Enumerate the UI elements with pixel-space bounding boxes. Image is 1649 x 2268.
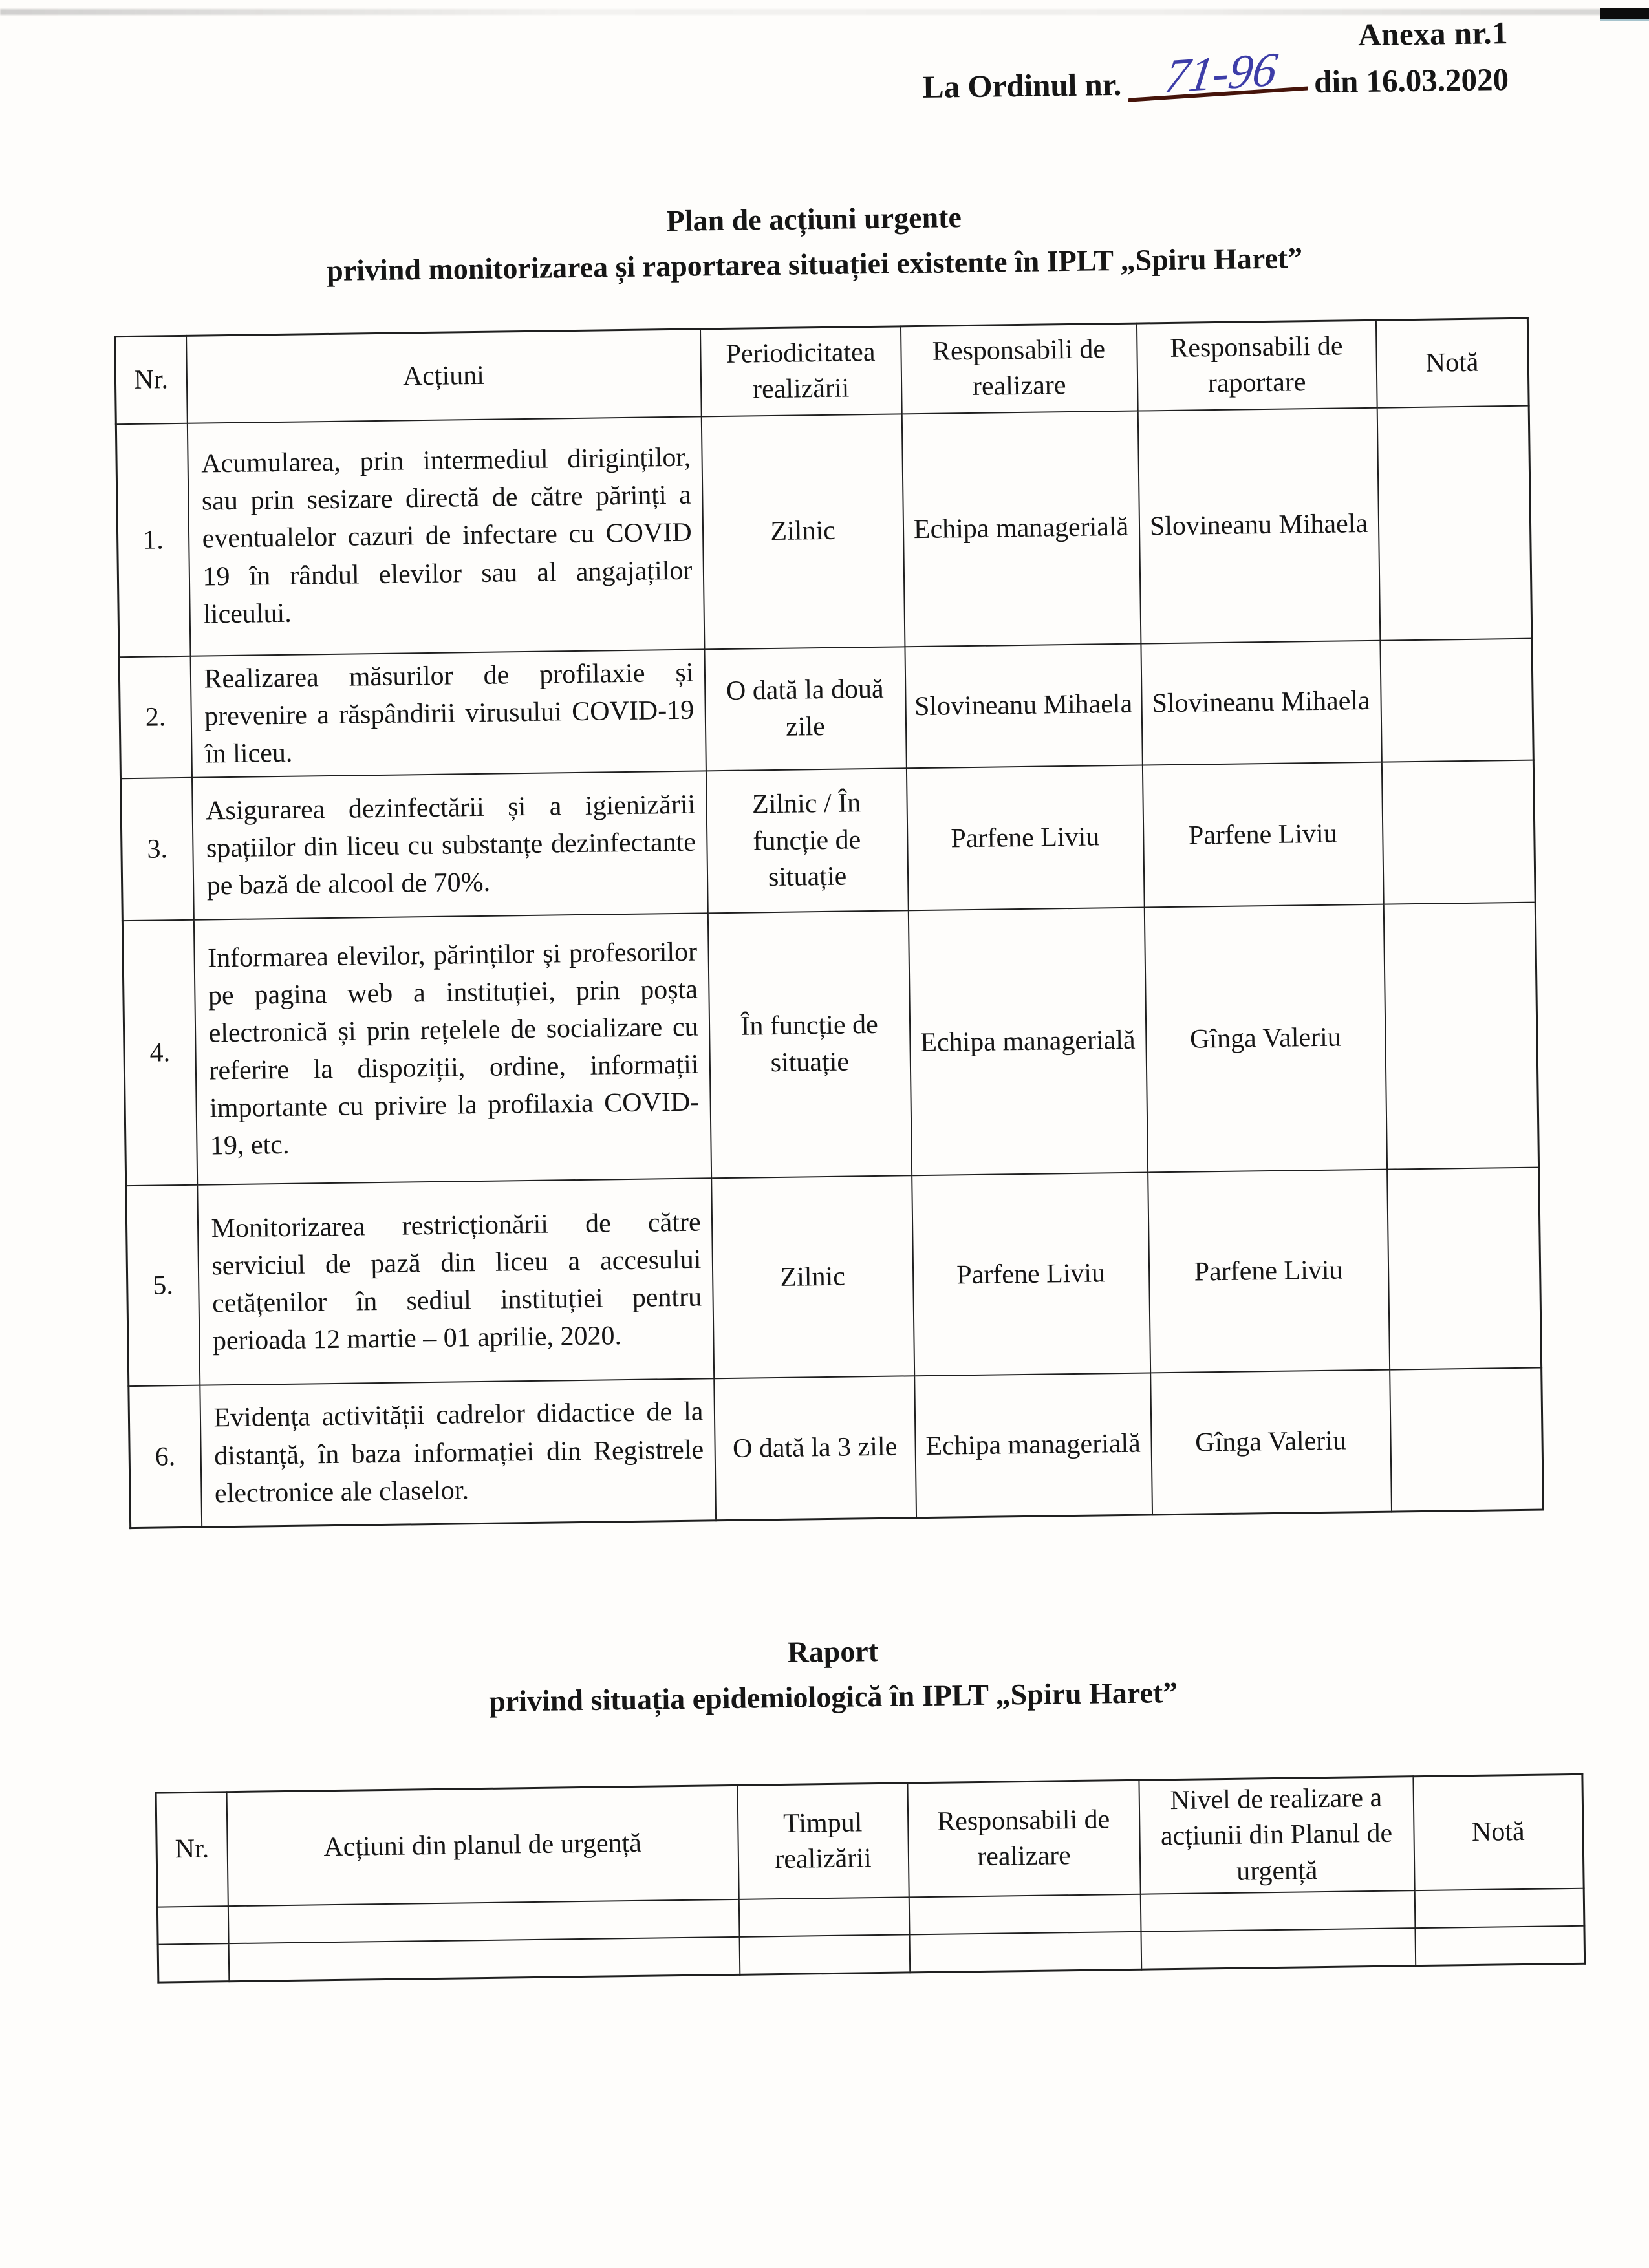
responsible-execution: Parfene Liviu: [906, 765, 1144, 911]
table-row: [129, 1368, 1544, 1529]
empty-cell: [1141, 1928, 1416, 1969]
plan-header-nota: Notă: [1375, 318, 1529, 407]
nota-cell: [1387, 1168, 1542, 1370]
row-number: 1.: [116, 423, 190, 656]
order-reference-line: [922, 43, 1509, 105]
plan-title-line2: privind monitorizarea și raportarea situației existente în IPLT „Spiru Haret”: [326, 241, 1303, 287]
responsible-execution: Slovineanu Mihaela: [905, 643, 1142, 768]
raport-header-nivel: Nivel de realizare a acțiunii din Planul de urgență: [1139, 1777, 1414, 1894]
order-suffix: din 16.03.2020: [1313, 61, 1509, 100]
raport-header-timpul: Timpul realizării: [737, 1783, 909, 1899]
plan-header-periodicitate: Periodicitatea realizării: [700, 326, 901, 416]
responsible-execution: Echipa managerială: [914, 1373, 1152, 1518]
raport-header-nr: Nr.: [156, 1792, 228, 1907]
table-row: [116, 405, 1532, 657]
nota-cell: [1383, 903, 1538, 1170]
empty-cell: [1140, 1890, 1415, 1932]
row-number: 4.: [122, 920, 197, 1186]
responsible-reporting: Gînga Valeriu: [1144, 904, 1386, 1173]
plan-header-resp-realizare: Responsabili de realizare: [900, 323, 1137, 414]
raport-title-line2: privind situația epidemiologică în IPLT „Spiru Haret”: [488, 1675, 1178, 1718]
plan-title-line1: Plan de acțiuni urgente: [666, 200, 962, 238]
row-number: 6.: [129, 1385, 202, 1528]
raport-table: [155, 1773, 1586, 1984]
plan-header-nr: Nr.: [115, 336, 188, 423]
action-text: Acumularea, prin intermediul diriginților, sau prin sesizare directă de către părinți a eventualelor cazuri de infectare cu COVID 19 în rândul elevilor sau al angajaților liceului.: [187, 416, 704, 656]
row-number: 5.: [126, 1185, 200, 1386]
nota-cell: [1380, 638, 1533, 762]
handwritten-order-number: 71-96: [1128, 50, 1314, 102]
responsible-reporting: Slovineanu Mihaela: [1141, 640, 1381, 765]
action-text: Asigurarea dezinfectării și a igienizării spațiilor din liceu cu substanțe dezinfectante pe bază de alcool de 70%.: [191, 771, 707, 919]
responsible-execution: Echipa managerială: [901, 411, 1141, 647]
empty-cell: [158, 1944, 229, 1982]
row-number: 2.: [119, 656, 191, 778]
periodicity: Zilnic: [711, 1175, 914, 1378]
empty-cell: [228, 1899, 739, 1943]
empty-cell: [1415, 1926, 1585, 1965]
raport-header-actiuni: Acțiuni din planul de urgență: [226, 1785, 738, 1906]
nota-cell: [1377, 405, 1532, 640]
empty-cell: [738, 1898, 909, 1937]
responsible-execution: Parfene Liviu: [912, 1172, 1150, 1376]
raport-title-line1: Raport: [787, 1634, 879, 1669]
responsible-execution: Echipa managerială: [908, 907, 1147, 1175]
table-row: [119, 638, 1533, 778]
periodicity: O dată la 3 zile: [714, 1376, 916, 1521]
raport-header-resp-realizare: Responsabili de realizare: [907, 1780, 1140, 1897]
plan-table: [114, 317, 1544, 1530]
empty-cell: [157, 1907, 228, 1945]
empty-cell: [1414, 1888, 1584, 1928]
periodicity: O dată la două zile: [704, 647, 906, 771]
raport-header-nota: Notă: [1413, 1774, 1584, 1890]
order-prefix: La Ordinul nr.: [922, 66, 1122, 105]
nota-cell: [1381, 760, 1535, 904]
action-text: Informarea elevilor, părinților și profesorilor pe pagina web a instituției, prin poșta electronică și prin rețelele de socializare cu referire la dispoziții, ordine, informații importante cu privire la profilaxia COVID-19, etc.: [193, 913, 711, 1184]
row-number: 3.: [121, 778, 194, 921]
table-row: [122, 903, 1538, 1186]
action-text: Evidența activității cadrelor didactice de la distanță, în baza informației din Registrele electronice ale claselor.: [200, 1378, 716, 1527]
plan-header-resp-raportare: Responsabili de raportare: [1136, 320, 1377, 411]
empty-cell: [909, 1932, 1141, 1973]
plan-header-actiuni: Acțiuni: [186, 329, 702, 423]
annex-label: Anexa nr.1: [1357, 15, 1509, 53]
periodicity: În funcție de situație: [707, 910, 911, 1178]
table-row: [126, 1168, 1542, 1387]
periodicity: Zilnic: [701, 414, 905, 649]
empty-cell: [909, 1894, 1141, 1935]
empty-cell: [739, 1935, 910, 1974]
action-text: Monitorizarea restricționării de către serviciul de pază din liceu a accesului cetățenilor în sediul instituției pentru perioada 12 martie – 01 aprilie, 2020.: [197, 1178, 714, 1385]
table-row: [121, 760, 1536, 921]
responsible-reporting: Parfene Liviu: [1142, 762, 1383, 908]
nota-cell: [1390, 1368, 1544, 1512]
empty-cell: [228, 1937, 740, 1981]
responsible-reporting: Parfene Liviu: [1148, 1170, 1390, 1373]
responsible-reporting: Gînga Valeriu: [1150, 1370, 1392, 1515]
raport-table-header-row: [156, 1774, 1584, 1907]
action-text: Realizarea măsurilor de profilaxie și prevenire a răspândirii virusului COVID-19 în liceu.: [190, 649, 706, 778]
periodicity: Zilnic / În funcție de situație: [706, 768, 908, 913]
responsible-reporting: Slovineanu Mihaela: [1137, 407, 1380, 643]
